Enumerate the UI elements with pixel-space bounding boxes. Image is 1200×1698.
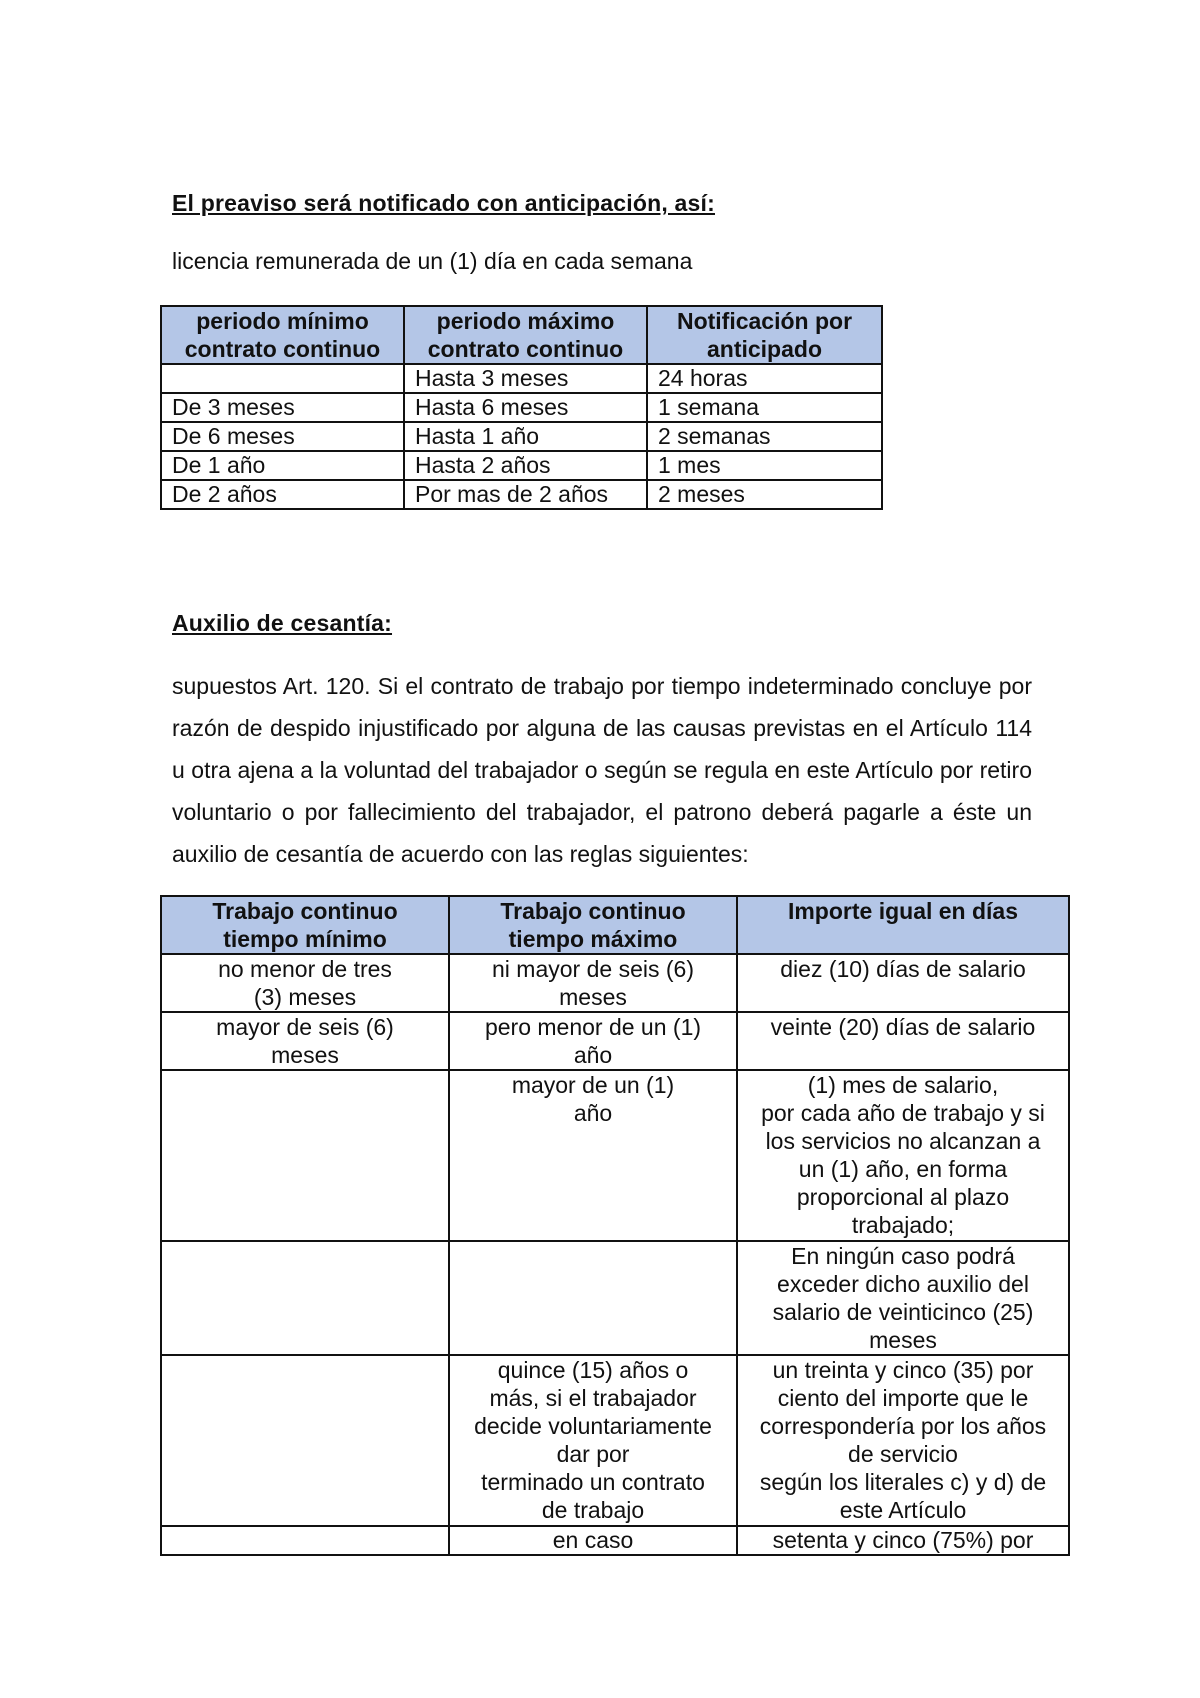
table-cell: quince (15) años o más, si el trabajador decide voluntariamente dar por terminado un contrato de trabajo <box>449 1355 737 1526</box>
table-cell: 1 mes <box>647 451 882 480</box>
table-row <box>161 422 882 451</box>
table-row <box>161 451 882 480</box>
table-row <box>161 480 882 509</box>
table-cell: Hasta 3 meses <box>404 364 647 393</box>
table-cell: 24 horas <box>647 364 882 393</box>
table-cell: 2 semanas <box>647 422 882 451</box>
table-row <box>161 1355 1069 1526</box>
cesantia-paragraph: supuestos Art. 120. Si el contrato de trabajo por tiempo indeterminado concluye por razón de despido injustificado por alguna de las causas previstas en el Artículo 114 u otra ajena a la voluntad del trabajador o según se regula en este Artículo por retiro voluntario o por fallecimiento del trabajador, el patrono deberá pagarle a éste un auxilio de cesantía de acuerdo con las reglas siguientes: <box>172 673 1032 867</box>
table-cell: no menor de tres (3) meses <box>161 954 449 1012</box>
table-cell: un treinta y cinco (35) por ciento del importe que le correspondería por los años de servicio según los literales c) y d) de este Artículo <box>737 1355 1069 1526</box>
table-row <box>161 364 882 393</box>
table-cell: diez (10) días de salario <box>737 954 1069 1012</box>
table-cell: Hasta 1 año <box>404 422 647 451</box>
table-cell: Por mas de 2 años <box>404 480 647 509</box>
table-cell: 1 semana <box>647 393 882 422</box>
cesantia-table <box>160 895 1070 1556</box>
table-row <box>161 1070 1069 1241</box>
table-cell: De 6 meses <box>161 422 404 451</box>
table-header-row <box>161 896 1069 954</box>
table-row <box>161 1241 1069 1355</box>
table-cell: pero menor de un (1) año <box>449 1012 737 1070</box>
table-cell <box>161 1241 449 1355</box>
table-cell: en caso <box>449 1526 737 1555</box>
preaviso-table <box>160 305 883 510</box>
table-row <box>161 1526 1069 1555</box>
table-row <box>161 1012 1069 1070</box>
table-cell: ni mayor de seis (6) meses <box>449 954 737 1012</box>
table-cell: De 3 meses <box>161 393 404 422</box>
header-cell: periodo máximo contrato continuo <box>404 306 647 364</box>
table-cell <box>449 1241 737 1355</box>
table-cell: (1) mes de salario, por cada año de trabajo y si los servicios no alcanzan a un (1) año, en forma proporcional al plazo trabajado; <box>737 1070 1069 1241</box>
table-cell: mayor de un (1) año <box>449 1070 737 1241</box>
table-cell: 2 meses <box>647 480 882 509</box>
header-cell: Trabajo continuo tiempo máximo <box>449 896 737 954</box>
header-cell: Notificación por anticipado <box>647 306 882 364</box>
preaviso-note: licencia remunerada de un (1) día en cada semana <box>172 248 693 274</box>
table-cell <box>161 1070 449 1241</box>
table-header-row <box>161 306 882 364</box>
table-cell: mayor de seis (6) meses <box>161 1012 449 1070</box>
table-cell: En ningún caso podrá exceder dicho auxilio del salario de veinticinco (25) meses <box>737 1241 1069 1355</box>
table-cell <box>161 1526 449 1555</box>
table-row <box>161 954 1069 1012</box>
table-row <box>161 393 882 422</box>
table-cell: Hasta 6 meses <box>404 393 647 422</box>
header-cell: Importe igual en días <box>737 896 1069 954</box>
table-cell: setenta y cinco (75%) por <box>737 1526 1069 1555</box>
table-cell: De 1 año <box>161 451 404 480</box>
header-cell: periodo mínimo contrato continuo <box>161 306 404 364</box>
table-cell <box>161 364 404 393</box>
table-cell: veinte (20) días de salario <box>737 1012 1069 1070</box>
table-cell: Hasta 2 años <box>404 451 647 480</box>
table-cell: De 2 años <box>161 480 404 509</box>
preaviso-heading: El preaviso será notificado con anticipación, así: <box>172 190 715 216</box>
cesantia-heading: Auxilio de cesantía: <box>172 610 393 636</box>
table-cell <box>161 1355 449 1526</box>
header-cell: Trabajo continuo tiempo mínimo <box>161 896 449 954</box>
